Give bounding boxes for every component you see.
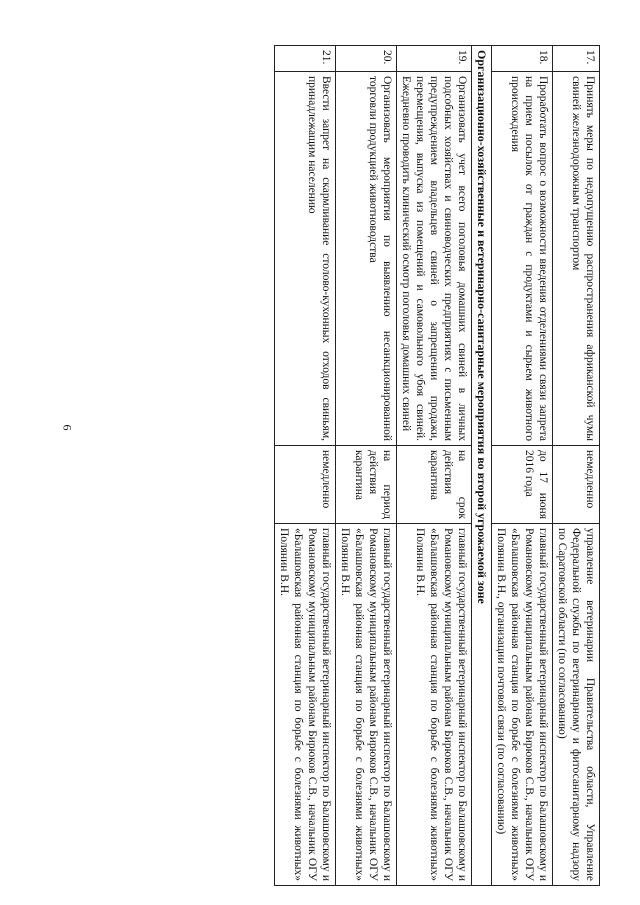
responsible-text: главный государственный ветеринарный инспектор по Балашовскому и Романовскому муниципальным районам Бирюков С.В., начальник ОГУ «Балашовская районная станция по борьбе с болезнями животных» Полянин В.Н. [275, 524, 336, 886]
table-row [275, 46, 336, 886]
table-row [336, 46, 397, 886]
responsible-text: главный государственный ветеринарный инспектор по Балашовскому и Романовскому муниципальным районам Бирюков С.В., начальник ОГУ «Балашовская районная станция по борьбе с болезнями животных» Полянин В.Н. [397, 524, 472, 886]
table-row [552, 46, 599, 886]
measure-text: Ввести запрет на скармливание столово-кухонных отходов свиньям, принадлежащим населению [275, 72, 336, 446]
term-text: на срок действия карантина [397, 446, 472, 524]
measure-text: Принять меры по недопущению распространения африканской чумы свиней железнодорожным транспортом [552, 72, 599, 446]
term-text: немедленно [275, 446, 336, 524]
row-number: 21. [275, 46, 336, 72]
page-number: 6 [60, 424, 75, 431]
section-header-row [472, 46, 492, 886]
term-text: до 17 июня 2016 года [491, 446, 552, 524]
row-number: 20. [336, 46, 397, 72]
responsible-text: управление ветеринарии Правительства области, Управление Федеральной службы по ветеринарному и фитосанитарному надзору по Саратовской области (по согласованию) [552, 524, 599, 886]
responsible-text: главный государственный ветеринарный инспектор по Балашовскому и Романовскому муниципальным районам Бирюков С.В., начальник ОГУ «Балашовская районная станция по борьбе с болезнями животных» Полянин В.Н. [336, 524, 397, 886]
term-text: немедленно [552, 446, 599, 524]
rotated-table-container [90, 45, 600, 885]
responsible-text: главный государственный ветеринарный инспектор по Балашовскому и Романовскому муниципальным районам Бирюков С.В., начальник ОГУ «Балашовская районная станция по борьбе с болезнями животных» Полянин В.Н., организации почтовой связи (по согласованию) [491, 524, 552, 886]
row-number: 18. [491, 46, 552, 72]
measure-text: Организовать мероприятия по выявлению несанкционированной торговли продукцией животноводства [336, 72, 397, 446]
measure-text: Проработать вопрос о возможности введения отделениями связи запрета на прием посылок от граждан с продуктами и сырьем животного происхождения [491, 72, 552, 446]
row-number: 19. [397, 46, 472, 72]
measures-table [274, 45, 600, 886]
table-row [491, 46, 552, 886]
row-number: 17. [552, 46, 599, 72]
table-row [397, 46, 472, 886]
measure-text: Организовать учет всего поголовья домашних свиней в личных подсобных хозяйствах и свиноводческих предприятиях с письменным предупреждением владельцев свиней о запрещении продажи, перемещения, выпуска из помещений и самовольного убоя свиней. Ежедневно проводить клинический осмотр поголовья домашних свиней [397, 72, 472, 446]
section-title: Организационно-хозяйственные и ветеринарно-санитарные мероприятия во второй угрожаемой зоне [472, 46, 492, 886]
term-text: на период действия карантина [336, 446, 397, 524]
